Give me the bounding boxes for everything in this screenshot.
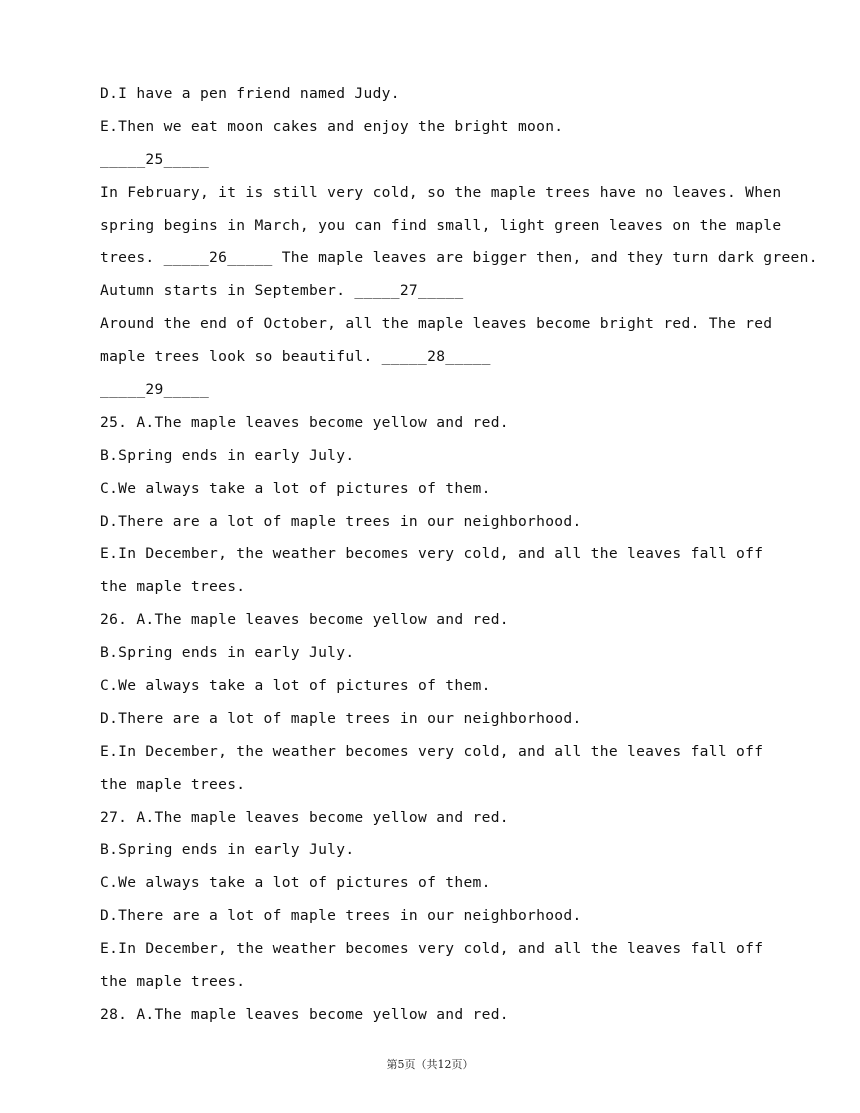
option-line: E.In December, the weather becomes very cold, and all the leaves fall off [100,742,764,760]
blank-line: _____29_____ [100,381,210,399]
option-line: E.Then we eat moon cakes and enjoy the bright moon. [100,117,564,135]
passage-line: maple trees look so beautiful. _____28_____ [100,348,491,366]
option-line: E.In December, the weather becomes very cold, and all the leaves fall off [100,940,764,958]
option-line: the maple trees. [100,578,246,596]
option-line: D.I have a pen friend named Judy. [100,85,400,102]
question-line: 26. A.The maple leaves become yellow and red. [100,611,509,629]
passage-line: Around the end of October, all the maple leaves become bright red. The red [100,315,773,333]
option-line: C.We always take a lot of pictures of them. [100,677,491,695]
document-body [100,78,818,1032]
question-line: 28. A.The maple leaves become yellow and red. [100,1005,509,1023]
page-footer: 第5页（共12页） [386,1058,474,1071]
option-line: the maple trees. [100,973,246,991]
option-line: C.We always take a lot of pictures of them. [100,479,491,497]
passage-line: In February, it is still very cold, so the maple trees have no leaves. When [100,183,782,201]
option-line: E.In December, the weather becomes very cold, and all the leaves fall off [100,545,764,563]
option-line: C.We always take a lot of pictures of them. [100,874,491,892]
passage-line: Autumn starts in September. _____27_____ [100,282,464,300]
option-line: D.There are a lot of maple trees in our neighborhood. [100,907,582,925]
option-line: D.There are a lot of maple trees in our neighborhood. [100,512,582,530]
option-line: B.Spring ends in early July. [100,841,355,859]
option-line: B.Spring ends in early July. [100,446,355,464]
question-line: 27. A.The maple leaves become yellow and red. [100,808,509,826]
question-line: 25. A.The maple leaves become yellow and red. [100,413,509,431]
passage-line: trees. _____26_____ The maple leaves are bigger then, and they turn dark green. [100,249,818,267]
passage-line: spring begins in March, you can find small, light green leaves on the maple [100,216,782,234]
blank-line: _____25_____ [100,150,210,168]
option-line: the maple trees. [100,775,246,793]
option-line: B.Spring ends in early July. [100,644,355,662]
option-line: D.There are a lot of maple trees in our neighborhood. [100,709,582,727]
